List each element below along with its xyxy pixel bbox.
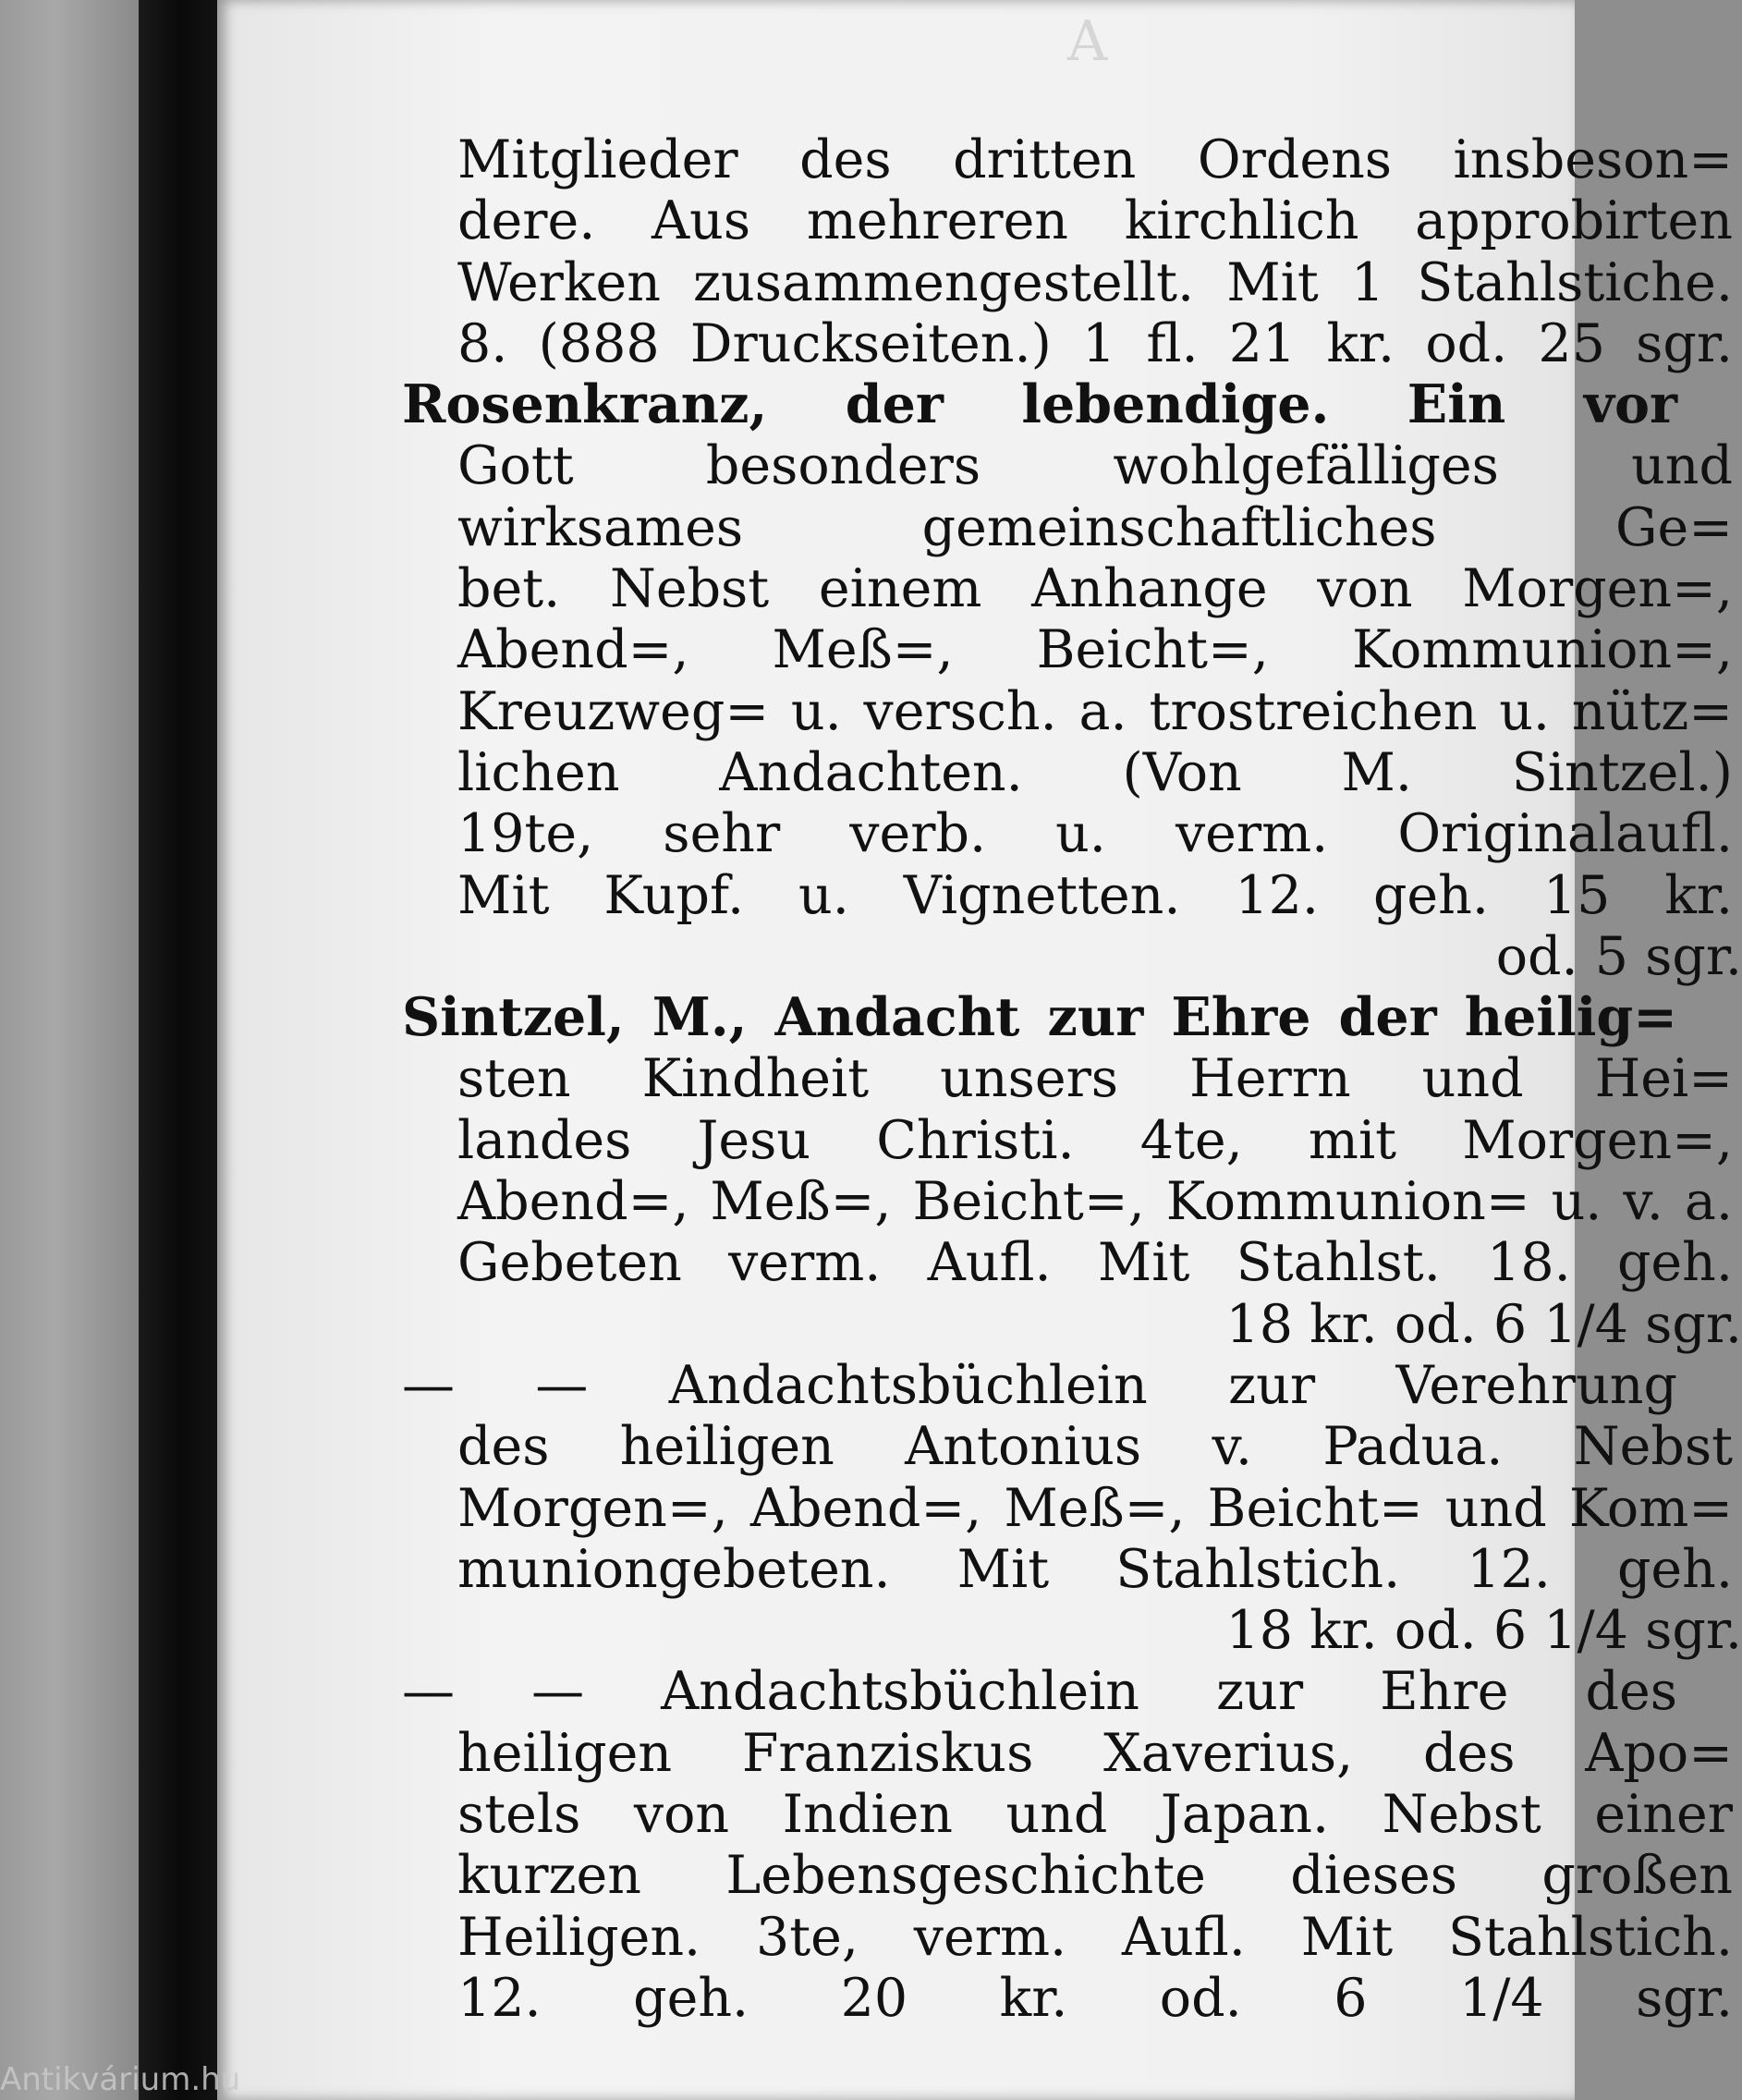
text-line: dere. Aus mehreren kirchlich approbirten [457, 190, 1733, 252]
faded-header-mark: A [1067, 9, 1108, 74]
text-line: bet. Nebst einem Anhange von Morgen=, [457, 558, 1733, 620]
price-line: 18 kr. od. 6 1/4 sgr. [1225, 1600, 1742, 1662]
text-line: Morgen=, Abend=, Meß=, Beicht= und Kom= [457, 1477, 1733, 1539]
text-line: Gott besonders wohlgefälliges und [457, 435, 1733, 497]
book-page [217, 0, 1742, 2100]
text-line: des heiligen Antonius v. Padua. Nebst [457, 1416, 1733, 1478]
entry-heading-line: — — Andachtsbüchlein zur Ehre des [402, 1661, 1677, 1723]
entry-heading-line: Sintzel, M., Andacht zur Ehre der heilig= [402, 986, 1677, 1049]
watermark: Antikvárium.hu [0, 2061, 241, 2098]
text-line: 19te, sehr verb. u. verm. Originalaufl. [457, 803, 1733, 865]
entry-heading-line: Rosenkranz, der lebendige. Ein vor [402, 373, 1677, 436]
text-line: 8. (888 Druckseiten.) 1 fl. 21 kr. od. 25 sgr. [457, 312, 1733, 374]
text-line: heiligen Franziskus Xaverius, des Apo= [457, 1722, 1733, 1784]
text-line: landes Jesu Christi. 4te, mit Morgen=, [457, 1109, 1733, 1171]
text-line: Gebeten verm. Aufl. Mit Stahlst. 18. geh. [457, 1232, 1733, 1294]
left-page-margin [0, 0, 139, 2100]
entry-heading-line: — — Andachtsbüchlein zur Verehrung [402, 1354, 1677, 1416]
text-line: Abend=, Meß=, Beicht=, Kommunion= u. v. a. [457, 1171, 1733, 1233]
text-line: Werken zusammengestellt. Mit 1 Stahlstiche. [457, 251, 1733, 313]
text-line: Abend=, Meß=, Beicht=, Kommunion=, [457, 619, 1733, 681]
text-line: muniongebeten. Mit Stahlstich. 12. geh. [457, 1538, 1733, 1600]
text-line: Mit Kupf. u. Vignetten. 12. geh. 15 kr. [457, 864, 1733, 926]
text-line: lichen Andachten. (Von M. Sintzel.) [457, 741, 1733, 803]
text-line: Mitglieder des dritten Ordens insbeson= [457, 129, 1733, 190]
text-line: Kreuzweg= u. versch. a. trostreichen u. nütz= [457, 680, 1733, 742]
text-line: kurzen Lebensgeschichte dieses großen [457, 1845, 1733, 1907]
text-line: Heiligen. 3te, verm. Aufl. Mit Stahlstich. [457, 1906, 1733, 1968]
text-line: 12. geh. 20 kr. od. 6 1/4 sgr. [457, 1967, 1733, 2029]
text-line: wirksames gemeinschaftliches Ge= [457, 496, 1733, 558]
catalog-text [217, 129, 1742, 2029]
book-spine [139, 0, 224, 2100]
price-line: od. 5 sgr. [1495, 925, 1742, 987]
price-line: 18 kr. od. 6 1/4 sgr. [1225, 1293, 1742, 1355]
text-line: stels von Indien und Japan. Nebst einer [457, 1784, 1733, 1846]
text-line: sten Kindheit unsers Herrn und Hei= [457, 1048, 1733, 1110]
